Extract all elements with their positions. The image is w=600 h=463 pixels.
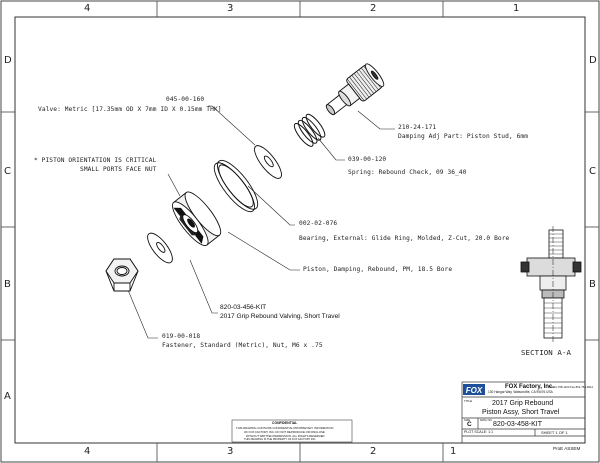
spring-part-number: 039-00-120 [348,156,387,163]
kit-description: 2017 Grip Rebound Valving, Short Travel [220,313,340,320]
zone-row-c-right: C [589,166,596,177]
company-address: 130 Hangar Way, Watsonville, CA 95076 USA [488,390,553,394]
confidential-line3: WITHOUT WRITTEN PERMISSION. ALL RIGHTS RESERVED [246,434,325,438]
stud-description: Damping Adj Part: Piston Stud, 6mm [398,133,529,140]
bearing-part-number: 002-02-076 [299,220,338,227]
confidential-line4: THIS DRAWING IS THE PROPERTY OF FOX FACTORY INC. [244,438,317,441]
zone-col-2-bottom: 2 [370,446,377,457]
nut-description: Fastener, Standard (Metric), Nut, M6 x .75 [162,342,323,349]
size-label: SIZE [464,418,471,422]
confidential-heading: CONFIDENTIAL [272,421,298,425]
section-label: SECTION A-A [521,348,572,357]
valve-part-number: 045-00-160 [166,96,205,103]
fox-logo [463,384,485,395]
piston-stud-drawing [320,62,386,123]
bearing-description: Bearing, External: Glide Ring, Molded, Z-Cut, 20.0 Bore [299,235,510,242]
orientation-note-line2: SMALL PORTS FACE NUT [80,166,157,173]
piston-drawing [167,188,225,250]
fox-logo-text: FOX [465,386,483,395]
valve-shim-drawing [250,142,286,182]
zone-col-1-bottom: 1 [450,446,457,457]
spring-description: Spring: Rebound Check, 09 36_40 [348,169,467,176]
plot-scale: PLOT SCALE: 1:1 [464,430,494,434]
zone-row-b-left: B [4,279,11,290]
nut-part-number: 019-00-018 [162,333,201,340]
section-view-drawing [521,226,581,342]
company-name: FOX Factory, Inc. [505,384,554,390]
title-line-2: Piston Assy, Short Travel [482,409,560,416]
zone-col-3-top: 3 [227,3,234,14]
zone-col-1-top: 1 [513,3,520,14]
company-phone: Ph 831-768-1100 Fax 831-768-9312 [548,385,594,389]
drawing-number: 820-03-458-KIT [493,421,543,428]
orientation-note-line1: * PISTON ORIENTATION IS CRITICAL [34,157,157,164]
zone-row-d-left: D [4,55,12,66]
confidential-line1: THIS DRAWING CONTAINS CONFIDENTIAL PROPRIETARY INFORMATION [236,426,334,430]
zone-row-c-left: C [4,166,11,177]
valve-description: Valve: Metric [17.35mm OD X 7mm ID X 0.15mm THK] [38,106,222,113]
stud-part-number: 210-24-171 [398,124,437,131]
zone-col-2-top: 2 [370,3,377,14]
nut-drawing [106,259,138,291]
lower-shim-drawing [143,230,176,267]
piston-description: Piston, Damping, Rebound, PM, 18.5 Bore [303,266,453,273]
kit-part-number: 820-03-456-KIT [220,304,267,311]
zone-col-4-bottom: 4 [84,446,91,457]
project-tag: ProE ASSEM [553,446,581,451]
glide-ring-drawing [208,155,264,217]
zone-row-d-right: D [589,55,597,66]
title-label: TITLE [464,399,473,403]
sheet-number: SHEET 1 OF 1 [541,430,568,435]
size-value: C [467,421,472,428]
zone-col-3-bottom: 3 [227,446,234,457]
title-line-1: 2017 Grip Rebound [492,400,554,407]
inner-border [15,17,585,443]
dwg-no-label: DWG NO [480,418,492,422]
zone-col-4-top: 4 [84,3,91,14]
zone-row-a-left: A [4,391,11,402]
confidential-line2: OF FOX FACTORY INC. DO NOT REPRODUCE OR DISCLOSE [244,430,325,434]
zone-row-b-right: B [589,279,596,290]
